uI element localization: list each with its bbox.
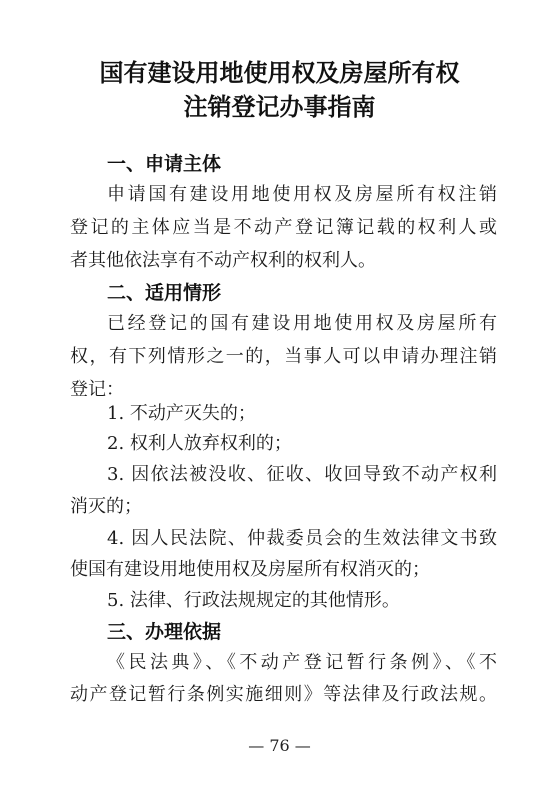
section-heading-applicant: 一、申请主体 <box>107 153 222 175</box>
list-item: 2. 权利人放弃权利的； <box>107 433 292 454</box>
section-heading-applicable-cases: 二、适用情形 <box>107 282 222 304</box>
list-item-continuation: 消灭的； <box>70 496 142 517</box>
paragraph-line: 《民法典》、《不动产登记暂行条例》、《不 <box>107 652 497 673</box>
section-heading-legal-basis: 三、办理依据 <box>107 621 222 643</box>
document-title-line-1: 国有建设用地使用权及房屋所有权 <box>99 58 460 87</box>
paragraph-line: 权，有下列情形之一的，当事人可以申请办理注销 <box>70 346 497 367</box>
list-item: 4. 因人民法院、仲裁委员会的生效法律文书致 <box>107 528 497 549</box>
document-title-line-2: 注销登记办事指南 <box>183 92 376 121</box>
list-item: 3. 因依法被没收、征收、收回导致不动产权利 <box>107 464 497 485</box>
page-number: — 76 — <box>248 736 311 755</box>
paragraph-line: 动产登记暂行条例实施细则》等法律及行政法规。 <box>70 684 497 705</box>
list-item: 1. 不动产灭失的； <box>107 403 256 424</box>
paragraph-line: 已经登记的国有建设用地使用权及房屋所有 <box>107 313 497 334</box>
list-item: 5. 法律、行政法规规定的其他情形。 <box>107 590 400 611</box>
paragraph-line: 登记的主体应当是不动产登记簿记载的权利人或 <box>70 217 497 238</box>
paragraph-line: 者其他依法享有不动产权利的权利人。 <box>70 250 376 271</box>
paragraph-line: 登记： <box>70 379 124 400</box>
list-item-continuation: 使国有建设用地使用权及房屋所有权消灭的； <box>70 559 430 580</box>
paragraph-line: 申请国有建设用地使用权及房屋所有权注销 <box>107 184 497 205</box>
